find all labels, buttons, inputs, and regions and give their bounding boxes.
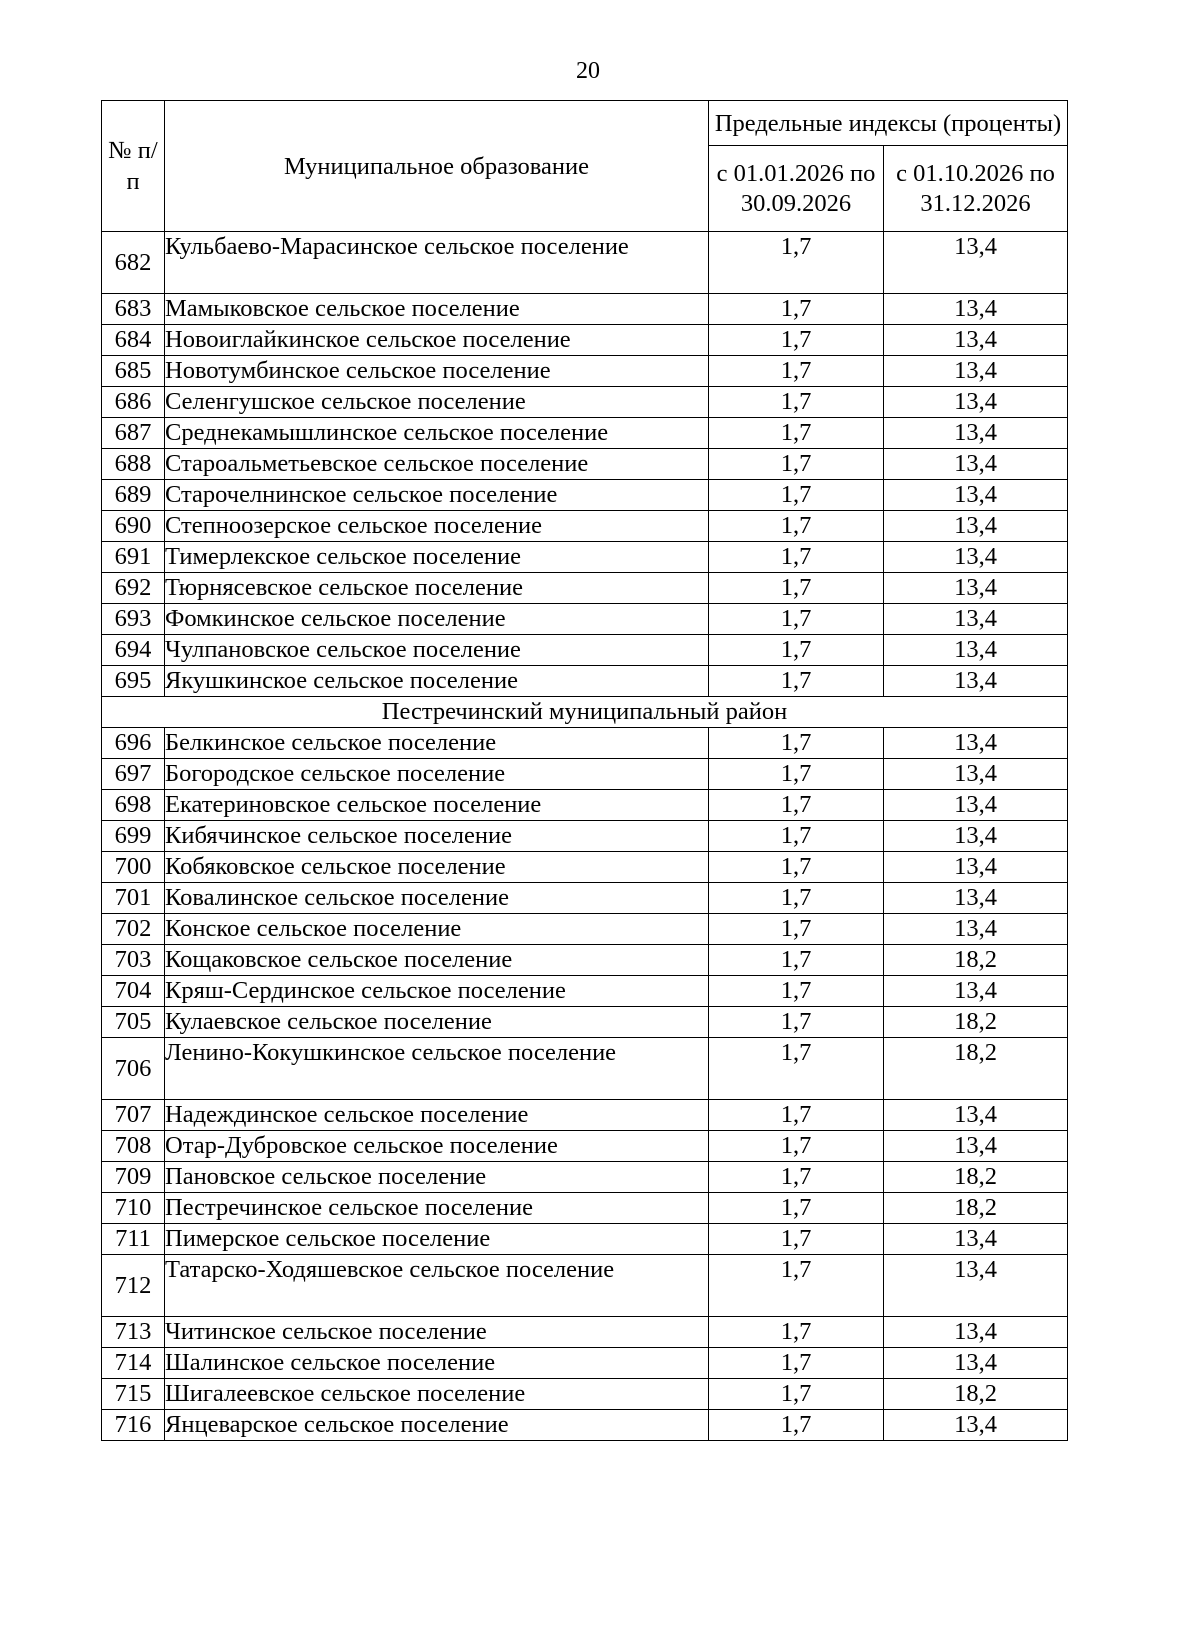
table-header — [102, 101, 1068, 232]
row-number: 704 — [102, 976, 165, 1007]
index-period-1: 1,7 — [709, 449, 884, 480]
municipality-name: Шигалеевское сельское поселение — [165, 1379, 709, 1410]
index-period-2: 18,2 — [884, 1038, 1068, 1100]
index-period-1: 1,7 — [709, 666, 884, 697]
table-row — [102, 945, 1068, 976]
table-row — [102, 1410, 1068, 1441]
index-period-2: 13,4 — [884, 294, 1068, 325]
row-number: 700 — [102, 852, 165, 883]
index-period-1: 1,7 — [709, 511, 884, 542]
table-row — [102, 573, 1068, 604]
table-row — [102, 449, 1068, 480]
row-number: 705 — [102, 1007, 165, 1038]
index-period-1: 1,7 — [709, 542, 884, 573]
municipality-name: Среднекамышлинское сельское поселение — [165, 418, 709, 449]
index-period-1: 1,7 — [709, 573, 884, 604]
index-period-2: 13,4 — [884, 511, 1068, 542]
index-period-2: 13,4 — [884, 852, 1068, 883]
municipality-name: Екатериновское сельское поселение — [165, 790, 709, 821]
table-row — [102, 511, 1068, 542]
row-number: 701 — [102, 883, 165, 914]
index-period-2: 13,4 — [884, 387, 1068, 418]
table-row — [102, 387, 1068, 418]
table-row — [102, 1131, 1068, 1162]
index-period-2: 13,4 — [884, 976, 1068, 1007]
table-row — [102, 976, 1068, 1007]
index-period-1: 1,7 — [709, 852, 884, 883]
index-period-2: 13,4 — [884, 759, 1068, 790]
index-period-2: 13,4 — [884, 666, 1068, 697]
table-row — [102, 790, 1068, 821]
index-period-1: 1,7 — [709, 759, 884, 790]
index-period-1: 1,7 — [709, 1131, 884, 1162]
index-period-1: 1,7 — [709, 356, 884, 387]
table-row — [102, 1038, 1068, 1100]
table-row — [102, 635, 1068, 666]
municipality-name: Кощаковское сельское поселение — [165, 945, 709, 976]
municipality-name: Ленино-Кокушкинское сельское поселение — [165, 1038, 709, 1100]
table-row — [102, 356, 1068, 387]
index-period-2: 18,2 — [884, 1007, 1068, 1038]
index-period-2: 13,4 — [884, 1131, 1068, 1162]
row-number: 686 — [102, 387, 165, 418]
section-2-rows — [102, 728, 1068, 1441]
row-number: 712 — [102, 1255, 165, 1317]
municipality-name: Кряш-Сердинское сельское поселение — [165, 976, 709, 1007]
row-number: 690 — [102, 511, 165, 542]
municipality-name: Кулаевское сельское поселение — [165, 1007, 709, 1038]
row-number: 694 — [102, 635, 165, 666]
index-period-2: 13,4 — [884, 821, 1068, 852]
index-period-1: 1,7 — [709, 1224, 884, 1255]
municipality-name: Староальметьевское сельское поселение — [165, 449, 709, 480]
index-period-2: 13,4 — [884, 883, 1068, 914]
municipality-name: Конское сельское поселение — [165, 914, 709, 945]
index-period-1: 1,7 — [709, 294, 884, 325]
index-period-2: 13,4 — [884, 1224, 1068, 1255]
index-period-1: 1,7 — [709, 604, 884, 635]
municipality-name: Фомкинское сельское поселение — [165, 604, 709, 635]
municipality-name: Надеждинское сельское поселение — [165, 1100, 709, 1131]
index-period-1: 1,7 — [709, 1317, 884, 1348]
index-period-2: 13,4 — [884, 914, 1068, 945]
row-number: 707 — [102, 1100, 165, 1131]
index-period-1: 1,7 — [709, 232, 884, 294]
table-row — [102, 418, 1068, 449]
row-number: 691 — [102, 542, 165, 573]
index-period-1: 1,7 — [709, 790, 884, 821]
table-row — [102, 914, 1068, 945]
district-title: Пестречинский муниципальный район — [102, 697, 1068, 728]
index-period-2: 13,4 — [884, 573, 1068, 604]
limit-indices-table — [101, 100, 1068, 1441]
municipality-name: Отар-Дубровское сельское поселение — [165, 1131, 709, 1162]
table-row — [102, 821, 1068, 852]
municipality-name: Мамыковское сельское поселение — [165, 294, 709, 325]
index-period-2: 13,4 — [884, 1410, 1068, 1441]
header-period-2: с 01.10.2026 по 31.12.2026 — [884, 146, 1068, 232]
table-row — [102, 232, 1068, 294]
row-number: 689 — [102, 480, 165, 511]
index-period-2: 13,4 — [884, 604, 1068, 635]
header-num: № п/п — [102, 101, 165, 232]
index-period-1: 1,7 — [709, 1007, 884, 1038]
municipality-name: Ковалинское сельское поселение — [165, 883, 709, 914]
row-number: 708 — [102, 1131, 165, 1162]
index-period-2: 13,4 — [884, 1348, 1068, 1379]
row-number: 702 — [102, 914, 165, 945]
index-period-1: 1,7 — [709, 1255, 884, 1317]
municipality-name: Кибячинское сельское поселение — [165, 821, 709, 852]
row-number: 696 — [102, 728, 165, 759]
row-number: 714 — [102, 1348, 165, 1379]
table-row — [102, 852, 1068, 883]
index-period-1: 1,7 — [709, 418, 884, 449]
municipality-name: Селенгушское сельское поселение — [165, 387, 709, 418]
index-period-1: 1,7 — [709, 1348, 884, 1379]
municipality-name: Пановское сельское поселение — [165, 1162, 709, 1193]
table-row — [102, 1348, 1068, 1379]
index-period-2: 13,4 — [884, 418, 1068, 449]
municipality-name: Белкинское сельское поселение — [165, 728, 709, 759]
index-period-1: 1,7 — [709, 387, 884, 418]
municipality-name: Тюрнясевское сельское поселение — [165, 573, 709, 604]
index-period-1: 1,7 — [709, 945, 884, 976]
table-row — [102, 542, 1068, 573]
row-number: 684 — [102, 325, 165, 356]
page-number: 20 — [576, 58, 600, 84]
table-row — [102, 325, 1068, 356]
index-period-1: 1,7 — [709, 883, 884, 914]
table-row — [102, 1193, 1068, 1224]
index-period-1: 1,7 — [709, 1379, 884, 1410]
index-period-2: 18,2 — [884, 1379, 1068, 1410]
index-period-1: 1,7 — [709, 821, 884, 852]
table-row — [102, 1224, 1068, 1255]
municipality-name: Пестречинское сельское поселение — [165, 1193, 709, 1224]
municipality-name: Степноозерское сельское поселение — [165, 511, 709, 542]
header-period-1: с 01.01.2026 по 30.09.2026 — [709, 146, 884, 232]
row-number: 685 — [102, 356, 165, 387]
municipality-name: Богородское сельское поселение — [165, 759, 709, 790]
index-period-2: 13,4 — [884, 480, 1068, 511]
index-period-2: 18,2 — [884, 945, 1068, 976]
table-row — [102, 1379, 1068, 1410]
header-limit-indices: Предельные индексы (проценты) — [709, 101, 1068, 146]
index-period-1: 1,7 — [709, 914, 884, 945]
municipality-name: Пимерское сельское поселение — [165, 1224, 709, 1255]
index-period-2: 13,4 — [884, 542, 1068, 573]
row-number: 709 — [102, 1162, 165, 1193]
row-number: 698 — [102, 790, 165, 821]
index-period-2: 13,4 — [884, 1255, 1068, 1317]
row-number: 716 — [102, 1410, 165, 1441]
row-number: 697 — [102, 759, 165, 790]
municipality-name: Татарско-Ходяшевское сельское поселение — [165, 1255, 709, 1317]
municipality-name: Читинское сельское поселение — [165, 1317, 709, 1348]
index-period-1: 1,7 — [709, 480, 884, 511]
municipality-name: Якушкинское сельское поселение — [165, 666, 709, 697]
table-row — [102, 480, 1068, 511]
index-period-1: 1,7 — [709, 976, 884, 1007]
table-row — [102, 883, 1068, 914]
index-period-1: 1,7 — [709, 635, 884, 666]
municipality-name: Янцеварское сельское поселение — [165, 1410, 709, 1441]
index-period-2: 13,4 — [884, 635, 1068, 666]
index-period-2: 13,4 — [884, 728, 1068, 759]
row-number: 699 — [102, 821, 165, 852]
index-period-1: 1,7 — [709, 1193, 884, 1224]
index-period-2: 13,4 — [884, 1100, 1068, 1131]
municipality-name: Кульбаево-Марасинское сельское поселение — [165, 232, 709, 294]
index-period-1: 1,7 — [709, 1410, 884, 1441]
index-period-1: 1,7 — [709, 728, 884, 759]
table-row — [102, 294, 1068, 325]
row-number: 710 — [102, 1193, 165, 1224]
row-number: 687 — [102, 418, 165, 449]
table-row — [102, 1007, 1068, 1038]
index-period-2: 13,4 — [884, 356, 1068, 387]
index-period-2: 13,4 — [884, 232, 1068, 294]
table-row — [102, 1255, 1068, 1317]
row-number: 682 — [102, 232, 165, 294]
row-number: 695 — [102, 666, 165, 697]
municipality-name: Старочелнинское сельское поселение — [165, 480, 709, 511]
row-number: 706 — [102, 1038, 165, 1100]
index-period-1: 1,7 — [709, 1038, 884, 1100]
row-number: 713 — [102, 1317, 165, 1348]
table-row — [102, 1162, 1068, 1193]
table-row — [102, 728, 1068, 759]
index-period-2: 13,4 — [884, 1317, 1068, 1348]
index-period-1: 1,7 — [709, 1100, 884, 1131]
municipality-name: Новотумбинское сельское поселение — [165, 356, 709, 387]
header-municipality: Муниципальное образование — [165, 101, 709, 232]
municipality-name: Тимерлекское сельское поселение — [165, 542, 709, 573]
section-1-rows — [102, 232, 1068, 697]
municipality-name: Кобяковское сельское поселение — [165, 852, 709, 883]
municipality-name: Шалинское сельское поселение — [165, 1348, 709, 1379]
row-number: 683 — [102, 294, 165, 325]
table-row — [102, 604, 1068, 635]
index-period-2: 13,4 — [884, 449, 1068, 480]
index-period-1: 1,7 — [709, 325, 884, 356]
table-row — [102, 759, 1068, 790]
index-period-2: 18,2 — [884, 1162, 1068, 1193]
district-section — [102, 697, 1068, 728]
table-row — [102, 1317, 1068, 1348]
row-number: 703 — [102, 945, 165, 976]
index-period-2: 13,4 — [884, 325, 1068, 356]
row-number: 688 — [102, 449, 165, 480]
municipality-name: Новоиглайкинское сельское поселение — [165, 325, 709, 356]
index-period-2: 18,2 — [884, 1193, 1068, 1224]
table-row — [102, 666, 1068, 697]
row-number: 693 — [102, 604, 165, 635]
row-number: 715 — [102, 1379, 165, 1410]
table-row — [102, 1100, 1068, 1131]
row-number: 711 — [102, 1224, 165, 1255]
row-number: 692 — [102, 573, 165, 604]
index-period-1: 1,7 — [709, 1162, 884, 1193]
index-period-2: 13,4 — [884, 790, 1068, 821]
municipality-name: Чулпановское сельское поселение — [165, 635, 709, 666]
